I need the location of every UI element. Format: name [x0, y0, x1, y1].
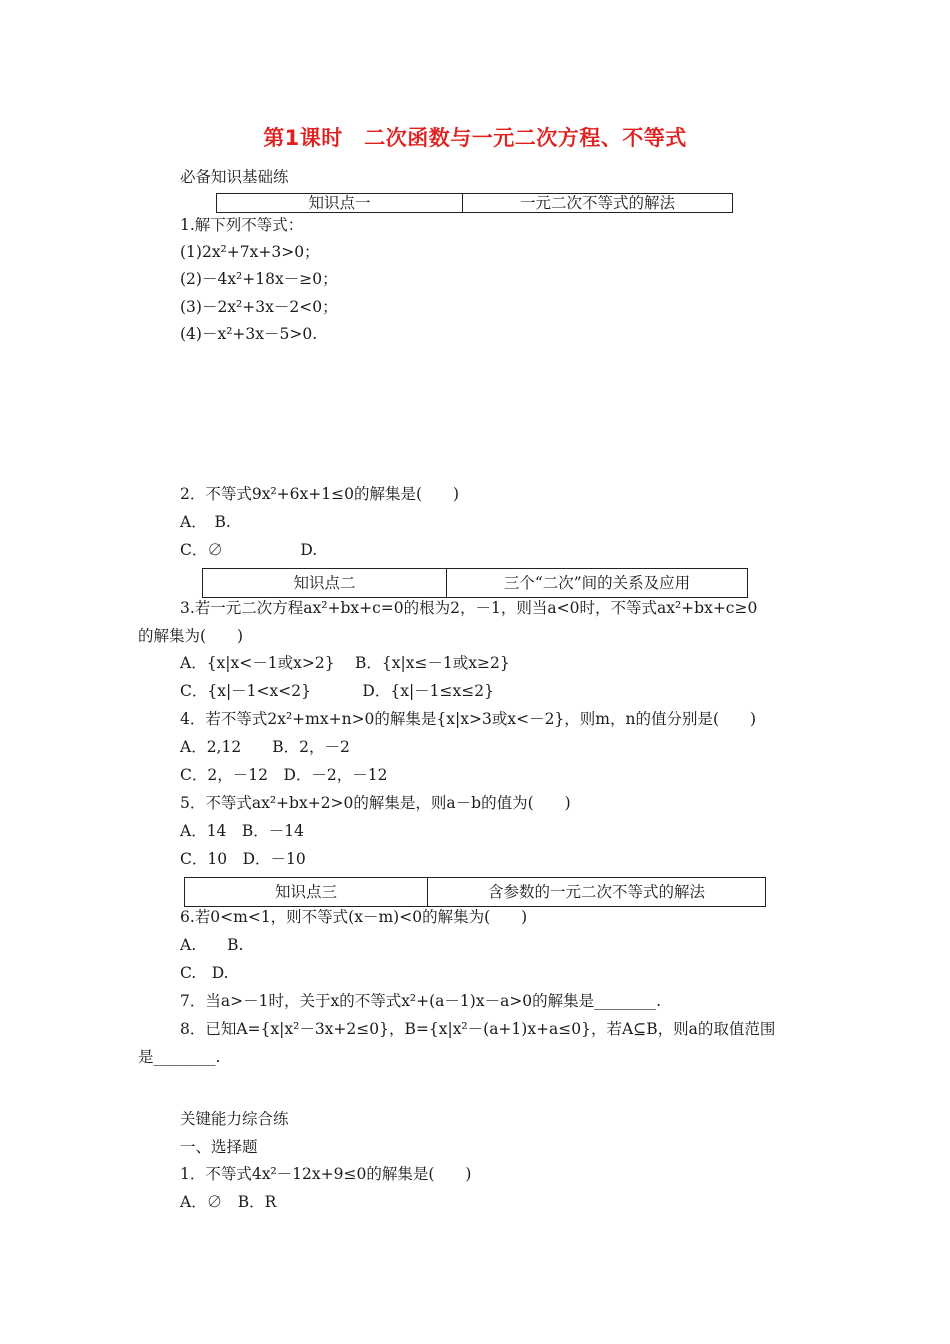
q3-stem-line-1: 3.若一元二次方程ax²+bx+c=0的根为2，－1，则当a<0时，不等式ax²+bx+c≥0	[180, 599, 758, 617]
knowledge-point-table-3	[184, 877, 766, 907]
kp3-topic: 含参数的一元二次不等式的解法	[428, 878, 766, 907]
q5-options-cd: C．10 D．－10	[180, 850, 306, 868]
q6-stem: 6.若0<m<1，则不等式(x－m)<0的解集为( )	[180, 908, 528, 926]
q6-options-cd: C. D.	[180, 964, 229, 982]
knowledge-point-table-2	[202, 568, 748, 598]
q4-options-cd: C．2，－12 D．－2，－12	[180, 766, 388, 784]
q3-stem-line-2: 的解集为( )	[138, 627, 244, 645]
section-heading-basic: 必备知识基础练	[180, 168, 289, 186]
q1-item-2: (2)－4x²+18x－≥0；	[180, 270, 338, 288]
q2-options-ab: A． B.	[180, 513, 231, 531]
kp1-topic: 一元二次不等式的解法	[463, 194, 733, 213]
q6-options-ab: A. B.	[180, 936, 244, 954]
q1-item-3: (3)－2x²+3x－2<0；	[180, 298, 338, 316]
q3-options-ab: A．{x|x<－1或x>2} B．{x|x≤－1或x≥2}	[180, 654, 510, 672]
q5-stem: 5．不等式ax²+bx+2>0的解集是，则a－b的值为( )	[180, 794, 571, 812]
subsection-choice: 一、选择题	[180, 1138, 258, 1156]
q5-options-ab: A．14 B．－14	[180, 822, 305, 840]
s2-q1-stem: 1．不等式4x²－12x+9≤0的解集是( )	[180, 1165, 472, 1183]
kp3-label: 知识点三	[185, 878, 428, 907]
knowledge-point-table-1	[216, 193, 733, 213]
kp2-label: 知识点二	[203, 569, 447, 598]
q3-options-cd: C．{x|－1<x<2} D．{x|－1≤x≤2}	[180, 682, 494, 700]
q2-stem: 2．不等式9x²+6x+1≤0的解集是( )	[180, 485, 460, 503]
q8-stem-line-2: 是________.	[138, 1048, 221, 1066]
q1-item-4: (4)－x²+3x－5>0.	[180, 325, 318, 343]
q4-stem: 4．若不等式2x²+mx+n>0的解集是{x|x>3或x<－2}，则m，n的值分别是( )	[180, 710, 757, 728]
q2-options-cd: C．∅ D.	[180, 541, 318, 559]
section-heading-ability: 关键能力综合练	[180, 1110, 289, 1128]
q8-stem-line-1: 8．已知A={x|x²－3x+2≤0}，B={x|x²－(a+1)x+a≤0}，若A⊆B，则a的取值范围	[180, 1020, 776, 1038]
q1-stem: 1.解下列不等式：	[180, 216, 304, 234]
s2-q1-options-ab: A．∅ B．R	[180, 1193, 277, 1211]
page-title: 第1课时 二次函数与一元二次方程、不等式	[263, 126, 687, 150]
q1-item-1: (1)2x²+7x+3>0；	[180, 243, 320, 261]
q7-stem: 7．当a>－1时，关于x的不等式x²+(a－1)x－a>0的解集是________.	[180, 992, 662, 1010]
kp2-topic: 三个“二次”间的关系及应用	[447, 569, 748, 598]
kp1-label: 知识点一	[217, 194, 463, 213]
q4-options-ab: A．2,12 B．2，－2	[180, 738, 350, 756]
